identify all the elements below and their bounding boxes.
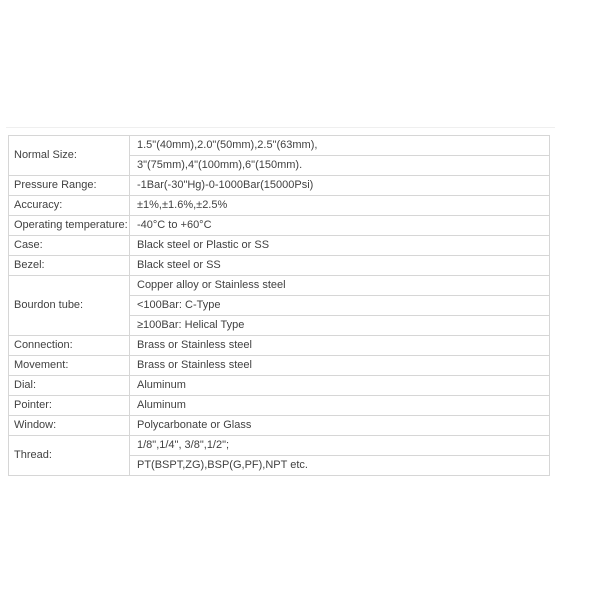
row-value: PT(BSPT,ZG),BSP(G,PF),NPT etc.: [130, 456, 550, 476]
row-label-accuracy: Accuracy:: [9, 196, 130, 216]
row-label-bezel: Bezel:: [9, 256, 130, 276]
row-value: <100Bar: C-Type: [130, 296, 550, 316]
row-label-pointer: Pointer:: [9, 396, 130, 416]
row-value: Black steel or Plastic or SS: [130, 236, 550, 256]
row-value: 1/8",1/4", 3/8",1/2";: [130, 436, 550, 456]
row-value: Polycarbonate or Glass: [130, 416, 550, 436]
table-row: [9, 356, 550, 376]
row-label-window: Window:: [9, 416, 130, 436]
row-value: Brass or Stainless steel: [130, 356, 550, 376]
table-row: [9, 376, 550, 396]
table-row: [9, 276, 550, 296]
row-label-operating-temperature: Operating temperature:: [9, 216, 130, 236]
table-row: [9, 236, 550, 256]
divider: [6, 127, 555, 128]
table-row: [9, 176, 550, 196]
table-row: [9, 196, 550, 216]
row-value: Aluminum: [130, 376, 550, 396]
row-value: 3"(75mm),4"(100mm),6"(150mm).: [130, 156, 550, 176]
row-value: -40°C to +60°C: [130, 216, 550, 236]
row-label-bourdon-tube: Bourdon tube:: [9, 276, 130, 336]
table-row: [9, 436, 550, 456]
row-label-normal-size: Normal Size:: [9, 136, 130, 176]
table-row: [9, 256, 550, 276]
row-value: Copper alloy or Stainless steel: [130, 276, 550, 296]
row-value: Brass or Stainless steel: [130, 336, 550, 356]
table-row: [9, 136, 550, 156]
row-label-dial: Dial:: [9, 376, 130, 396]
row-label-pressure-range: Pressure Range:: [9, 176, 130, 196]
table-row: [9, 416, 550, 436]
row-value: -1Bar(-30"Hg)-0-1000Bar(15000Psi): [130, 176, 550, 196]
specification-table: [8, 135, 550, 476]
row-label-case: Case:: [9, 236, 130, 256]
table-row: [9, 336, 550, 356]
row-label-thread: Thread:: [9, 436, 130, 476]
table-row: [9, 396, 550, 416]
row-value: 1.5"(40mm),2.0"(50mm),2.5"(63mm),: [130, 136, 550, 156]
row-value: Aluminum: [130, 396, 550, 416]
row-value: ≥100Bar: Helical Type: [130, 316, 550, 336]
row-value: ±1%,±1.6%,±2.5%: [130, 196, 550, 216]
row-label-connection: Connection:: [9, 336, 130, 356]
row-label-movement: Movement:: [9, 356, 130, 376]
table-row: [9, 216, 550, 236]
row-value: Black steel or SS: [130, 256, 550, 276]
